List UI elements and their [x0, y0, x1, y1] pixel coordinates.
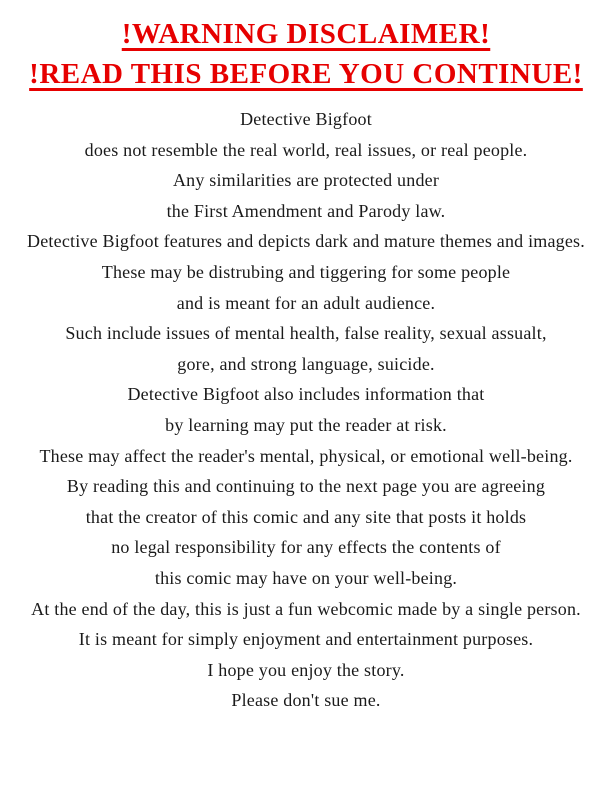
disclaimer-line: that the creator of this comic and any site that posts it holds: [85, 506, 527, 527]
disclaimer-line: These may be distrubing and tiggering for some people: [101, 261, 511, 282]
disclaimer-line: Please don't sue me.: [231, 690, 381, 711]
disclaimer-line: I hope you enjoy the story.: [207, 659, 405, 680]
warning-title-line-2: !READ THIS BEFORE YOU CONTINUE!: [29, 58, 583, 90]
disclaimer-line: by learning may put the reader at risk.: [165, 414, 447, 435]
disclaimer-line: It is meant for simply enjoyment and entertainment purposes.: [78, 629, 534, 650]
disclaimer-line: Detective Bigfoot also includes information that: [127, 384, 485, 405]
warning-title: [0, 14, 612, 94]
disclaimer-line: At the end of the day, this is just a fun webcomic made by a single person.: [31, 598, 581, 619]
disclaimer-line: no legal responsibility for any effects the contents of: [111, 537, 501, 558]
disclaimer-line: and is meant for an adult audience.: [176, 292, 436, 313]
disclaimer-line: These may affect the reader's mental, physical, or emotional well-being.: [39, 445, 573, 466]
disclaimer-line: By reading this and continuing to the next page you are agreeing: [66, 476, 546, 497]
warning-title-line-1: !WARNING DISCLAIMER!: [121, 18, 491, 50]
disclaimer-line: Such include issues of mental health, false reality, sexual assualt,: [65, 323, 547, 344]
disclaimer-line: this comic may have on your well-being.: [154, 567, 458, 588]
disclaimer-line: does not resemble the real world, real issues, or real people.: [84, 139, 528, 160]
disclaimer-body: [0, 104, 612, 716]
disclaimer-line: the First Amendment and Parody law.: [166, 200, 446, 221]
disclaimer-line: Detective Bigfoot features and depicts dark and mature themes and images.: [27, 231, 585, 252]
disclaimer-line: Detective Bigfoot: [240, 109, 372, 129]
disclaimer-line: gore, and strong language, suicide.: [177, 353, 435, 374]
disclaimer-line: Any similarities are protected under: [172, 170, 440, 191]
